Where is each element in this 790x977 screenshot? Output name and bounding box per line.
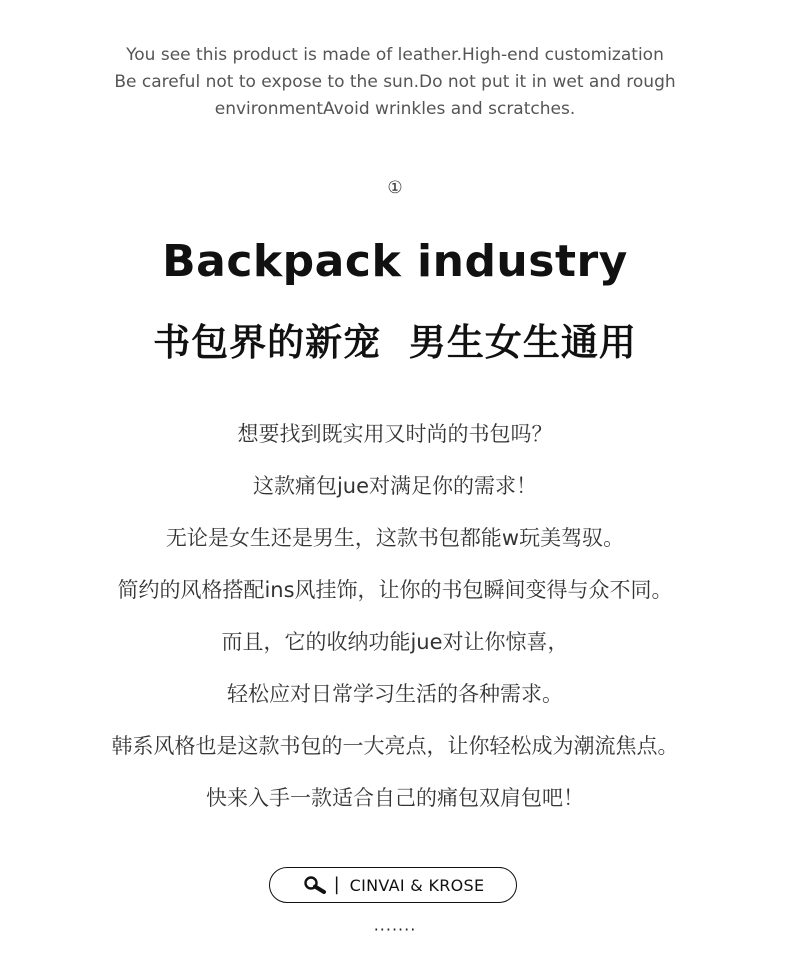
description-block [0,416,790,832]
description-line: 这款痛包jue对满足你的需求！ [252,474,538,498]
subheadline: 书包界的新宠 男生女生通用 [153,321,637,364]
separator: | [333,874,340,895]
intro-text [0,42,790,123]
section-number: ① [387,178,403,198]
headline: Backpack industry [162,236,628,287]
intro-line: You see this product is made of leather.High-end customization [126,45,664,65]
brand-name: CINVAI & KROSE [349,875,485,895]
description-line: 简约的风格搭配ins风挂饰，让你的书包瞬间变得与众不同。 [117,578,673,602]
search-icon [302,875,328,895]
intro-line: Be careful not to expose to the sun.Do not put it in wet and rough [114,72,676,92]
brand-search-button[interactable] [269,867,517,903]
description-line: 想要找到既实用又时尚的书包吗？ [237,422,553,446]
more-dots: ······· [373,920,417,939]
description-line: 快来入手一款适合自己的痛包双肩包吧！ [206,786,584,810]
description-line: 而且，它的收纳功能jue对让你惊喜， [221,630,569,654]
intro-line: environmentAvoid wrinkles and scratches. [214,99,576,119]
description-line: 韩系风格也是这款书包的一大亮点，让你轻松成为潮流焦点。 [111,734,679,758]
description-line: 无论是女生还是男生，这款书包都能w玩美驾驭。 [165,526,625,550]
description-line: 轻松应对日常学习生活的各种需求。 [227,682,563,706]
